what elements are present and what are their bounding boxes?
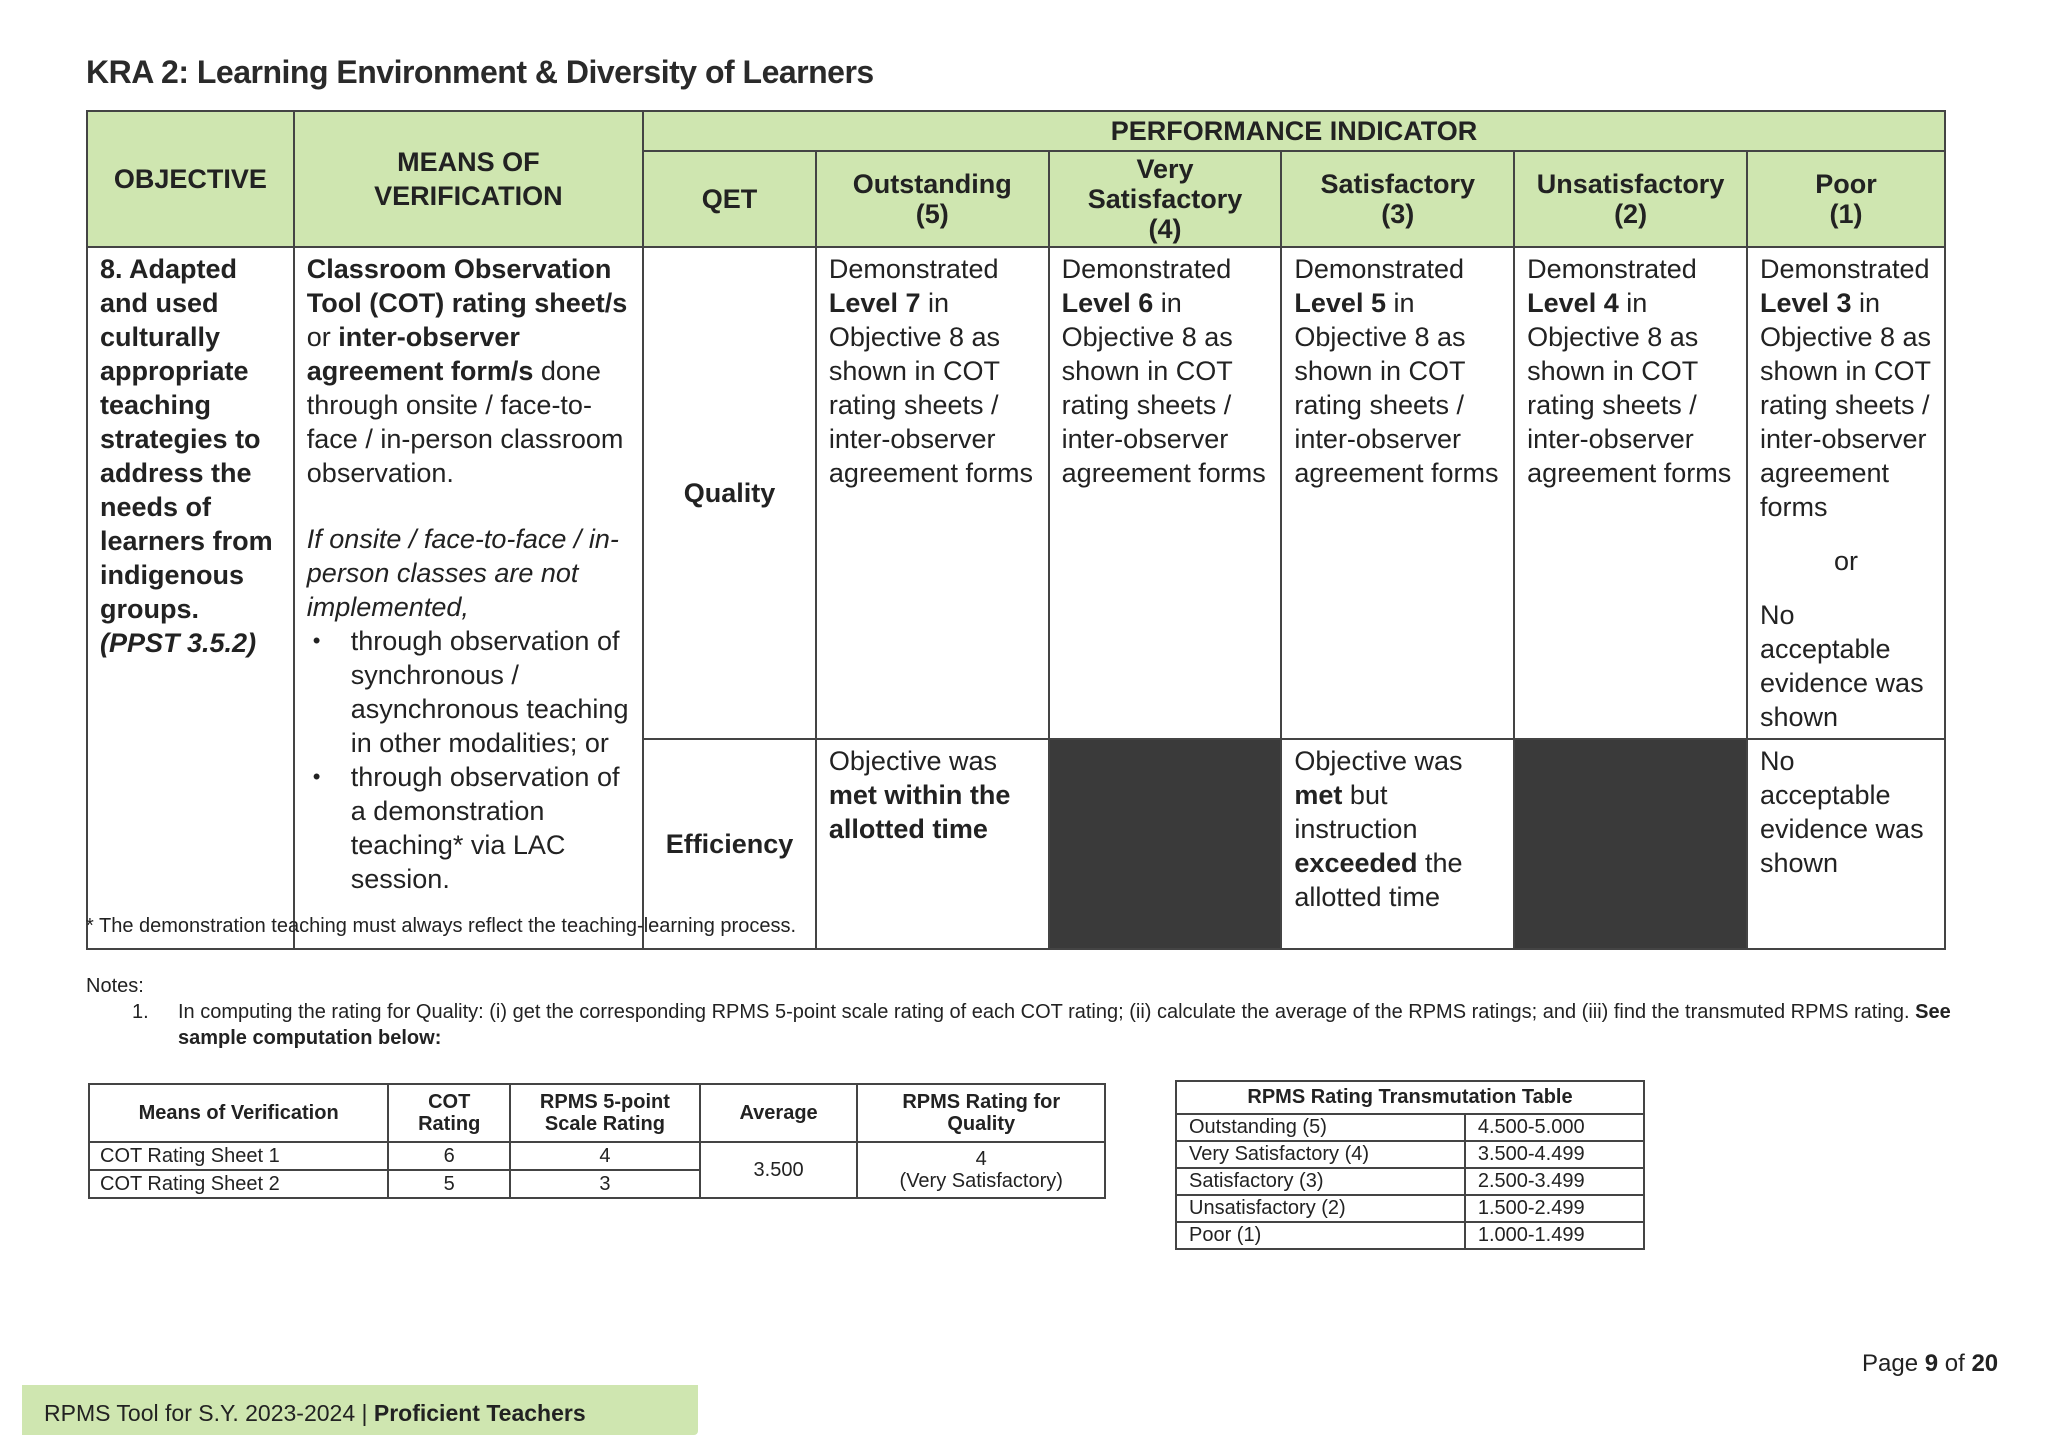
sample-header: COT Rating: [388, 1084, 510, 1142]
rating-header-satisfactory: Satisfactory (3): [1281, 151, 1514, 247]
rating-header-outstanding: Outstanding (5): [816, 151, 1049, 247]
kra-table: [86, 110, 1946, 950]
means-bullet: • through observation of synchronous / asynchronous teaching in other modalities; or: [341, 624, 630, 760]
trans-cell: 3.500-4.499: [1465, 1141, 1644, 1168]
quality-very-satisfactory: Demonstrated Level 6 in Objective 8 as shown in COT rating sheets / inter-observer agreement forms: [1049, 247, 1282, 739]
efficiency-very-satisfactory-na: [1049, 739, 1282, 949]
efficiency-outstanding: Objective was met within the allotted time: [816, 739, 1049, 949]
page-title: KRA 2: Learning Environment & Diversity of Learners: [86, 54, 874, 90]
sample-average: 3.500: [700, 1142, 858, 1198]
sample-cell: COT Rating Sheet 2: [89, 1170, 388, 1198]
quality-satisfactory: Demonstrated Level 5 in Objective 8 as shown in COT rating sheets / inter-observer agreement forms: [1281, 247, 1514, 739]
trans-cell: 4.500-5.000: [1465, 1114, 1644, 1141]
quality-outstanding: Demonstrated Level 7 in Objective 8 as shown in COT rating sheets / inter-observer agreement forms: [816, 247, 1049, 739]
efficiency-poor: No acceptable evidence was shown: [1747, 739, 1945, 949]
trans-cell: Very Satisfactory (4): [1176, 1141, 1465, 1168]
rating-header-poor: Poor (1): [1747, 151, 1945, 247]
efficiency-unsatisfactory-na: [1514, 739, 1747, 949]
trans-cell: 2.500-3.499: [1465, 1168, 1644, 1195]
sample-cell: 4: [510, 1142, 700, 1170]
footer-text: RPMS Tool for S.Y. 2023-2024 | Proficient Teachers: [44, 1400, 586, 1426]
sample-cell: COT Rating Sheet 1: [89, 1142, 388, 1170]
qet-header: QET: [643, 151, 816, 247]
trans-cell: Poor (1): [1176, 1222, 1465, 1249]
transmutation-table: [1175, 1080, 1645, 1250]
footnote: * The demonstration teaching must always reflect the teaching-learning process.: [86, 915, 797, 937]
sample-cell: 6: [388, 1142, 510, 1170]
quality-poor: Demonstrated Level 3 in Objective 8 as shown in COT rating sheets / inter-observer agreement forms or No acceptable evidence was shown: [1747, 247, 1945, 739]
trans-cell: Unsatisfactory (2): [1176, 1195, 1465, 1222]
trans-cell: 1.500-2.499: [1465, 1195, 1644, 1222]
qet-quality: Quality: [643, 247, 816, 739]
means-cell: Classroom Observation Tool (COT) rating sheet/s or inter-observer agreement form/s done through onsite / face-to-face / in-person classroom observation. If onsite / face-to-face / in-person classes are not implemented, • through observation of synchronous / asynchronous teaching in other modalities; or • through observation of a demonstration teaching* via LAC session.: [294, 247, 643, 949]
sample-cell: 5: [388, 1170, 510, 1198]
sample-rating: 4 (Very Satisfactory): [857, 1142, 1105, 1198]
efficiency-satisfactory: Objective was met but instruction exceeded the allotted time: [1281, 739, 1514, 949]
rating-header-unsatisfactory: Unsatisfactory (2): [1514, 151, 1747, 247]
objective-cell: 8. Adapted and used culturally appropriate teaching strategies to address the needs of learners from indigenous groups. (PPST 3.5.2): [87, 247, 294, 949]
trans-cell: 1.000-1.499: [1465, 1222, 1644, 1249]
trans-cell: Satisfactory (3): [1176, 1168, 1465, 1195]
page-number: Page 9 of 20: [1862, 1350, 1999, 1377]
objective-header: OBJECTIVE: [87, 111, 294, 247]
sample-header: RPMS 5-point Scale Rating: [510, 1084, 700, 1142]
qet-efficiency: Efficiency: [643, 739, 816, 949]
means-bullet: • through observation of a demonstration teaching* via LAC session.: [341, 760, 630, 896]
sample-computation-table: [88, 1083, 1106, 1199]
sample-header: RPMS Rating for Quality: [857, 1084, 1105, 1142]
sample-cell: 3: [510, 1170, 700, 1198]
rating-header-very-satisfactory: Very Satisfactory (4): [1049, 151, 1282, 247]
notes-label: Notes:: [86, 975, 144, 997]
trans-cell: Outstanding (5): [1176, 1114, 1465, 1141]
performance-indicator-header: PERFORMANCE INDICATOR: [643, 111, 1945, 151]
notes: [86, 973, 1986, 1051]
sample-header: Means of Verification: [89, 1084, 388, 1142]
sample-header: Average: [700, 1084, 858, 1142]
quality-unsatisfactory: Demonstrated Level 4 in Objective 8 as shown in COT rating sheets / inter-observer agreement forms: [1514, 247, 1747, 739]
means-header: MEANS OF VERIFICATION: [294, 111, 643, 247]
transmutation-title: RPMS Rating Transmutation Table: [1176, 1081, 1644, 1114]
note-item: 1. In computing the rating for Quality: (i) get the corresponding RPMS 5-point scale rating of each COT rating; (ii) calculate the average of the RPMS ratings; and (iii) find the transmuted RPMS rating. See sample computation below:: [132, 1001, 1951, 1049]
